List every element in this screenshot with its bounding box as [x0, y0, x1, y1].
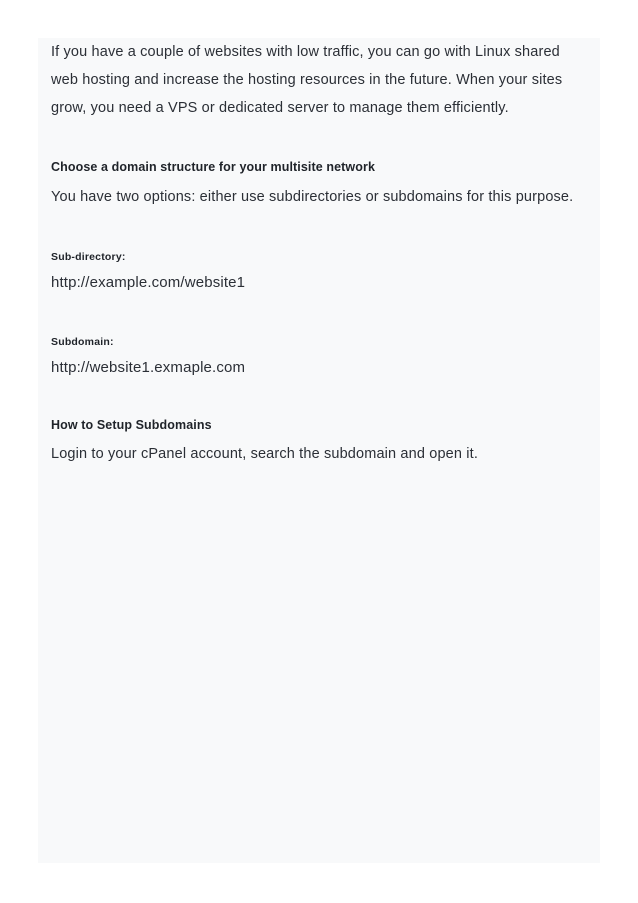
domain-structure-heading: Choose a domain structure for your multisite network	[51, 160, 375, 174]
subdirectory-label: Sub-directory:	[51, 251, 126, 263]
intro-paragraph: If you have a couple of websites with low traffic, you can go with Linux shared web hosting and increase the hosting resources in the future. When your sites grow, you need a VPS or dedicated server to manage them efficiently.	[51, 44, 563, 116]
setup-subdomains-heading: How to Setup Subdomains	[51, 418, 212, 432]
subdomain-label: Subdomain:	[51, 336, 114, 348]
domain-structure-description: You have two options: either use subdirectories or subdomains for this purpose.	[51, 189, 574, 205]
subdirectory-example-url: http://example.com/website1	[51, 274, 246, 291]
setup-subdomains-description: Login to your cPanel account, search the subdomain and open it.	[51, 446, 479, 462]
subdomain-example-url: http://website1.exmaple.com	[51, 359, 246, 376]
